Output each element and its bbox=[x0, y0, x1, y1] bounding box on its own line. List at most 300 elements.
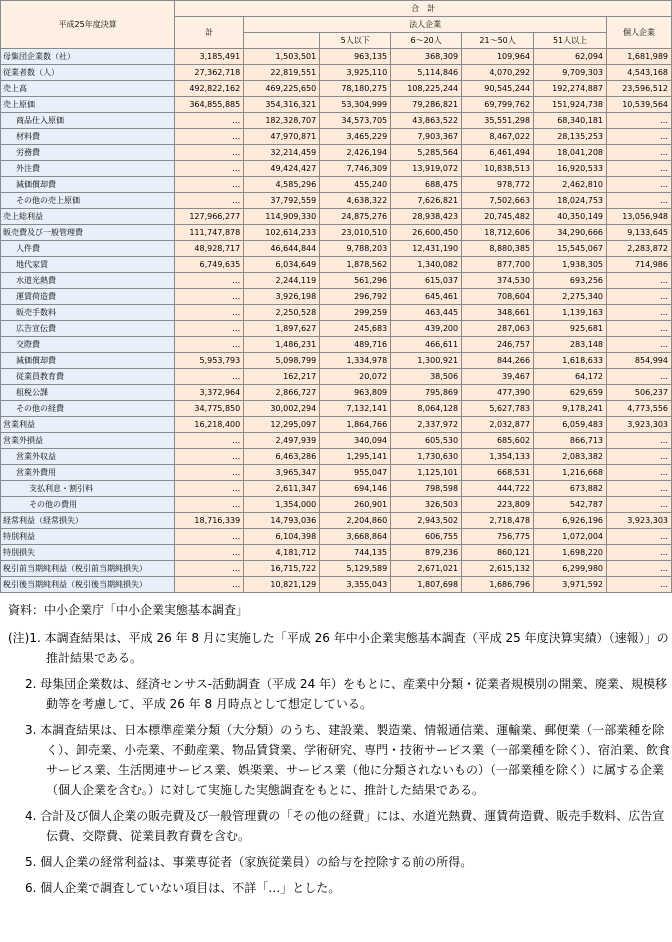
row-label-text: その他の売上原価 bbox=[16, 195, 80, 205]
cell-value: 192,274,887 bbox=[534, 81, 607, 97]
row-label-text: 特別損失 bbox=[3, 547, 35, 557]
cell-value: 629,659 bbox=[534, 385, 607, 401]
cell-value: 26,600,450 bbox=[391, 225, 462, 241]
cell-value: 5,129,589 bbox=[320, 561, 391, 577]
cell-value: 368,309 bbox=[391, 49, 462, 65]
table-row bbox=[1, 433, 672, 449]
row-label bbox=[1, 49, 175, 65]
cell-value: 109,964 bbox=[462, 49, 534, 65]
row-label-text: 売上原価 bbox=[3, 99, 35, 109]
group-header-total: 合 計 bbox=[175, 1, 672, 17]
col-total-header: 計 bbox=[175, 17, 244, 49]
cell-value: 68,340,181 bbox=[534, 113, 607, 129]
row-label-text: 減価償却費 bbox=[16, 355, 56, 365]
row-label bbox=[1, 161, 175, 177]
cell-value: 260,901 bbox=[320, 497, 391, 513]
row-label bbox=[1, 225, 175, 241]
cell-value: 955,047 bbox=[320, 465, 391, 481]
cell-value: 506,237 bbox=[607, 385, 672, 401]
cell-value: 364,855,885 bbox=[175, 97, 244, 113]
cell-value: 13,056,948 bbox=[607, 209, 672, 225]
cell-value: 673,882 bbox=[534, 481, 607, 497]
cell-value: 6,461,494 bbox=[462, 145, 534, 161]
cell-value: 2,866,727 bbox=[244, 385, 320, 401]
cell-value: 23,596,512 bbox=[607, 81, 672, 97]
cell-value: 1,864,766 bbox=[320, 417, 391, 433]
cell-value: 49,424,427 bbox=[244, 161, 320, 177]
cell-value: … bbox=[607, 465, 672, 481]
cell-value: 7,746,309 bbox=[320, 161, 391, 177]
cell-value: 1,125,101 bbox=[391, 465, 462, 481]
row-label bbox=[1, 113, 175, 129]
table-row bbox=[1, 385, 672, 401]
cell-value: 245,683 bbox=[320, 321, 391, 337]
cell-value: 7,903,367 bbox=[391, 129, 462, 145]
cell-value: 9,178,241 bbox=[534, 401, 607, 417]
cell-value: … bbox=[175, 289, 244, 305]
note-item: 3. 本調査結果は、日本標準産業分類（大分類）のうち、建設業、製造業、情報通信業、運輸業、郵便業（一部業種を除く）、卸売業、小売業、不動産業、物品賃貸業、学術研究、専門・技術サービス業（一部業種を除く）、宿泊業、飲食サービス業、生活関連サービス業、娯楽業、サービス業（他に分類されないもの）（一部業種を除く）に属する企業（個人企業を含む。）に対して実施した実態調査をもとに、推計した結果である。 bbox=[25, 723, 671, 797]
cell-value: 1,139,163 bbox=[534, 305, 607, 321]
cell-value: 542,787 bbox=[534, 497, 607, 513]
table-row bbox=[1, 177, 672, 193]
cell-value: 3,923,303 bbox=[607, 513, 672, 529]
cell-value: … bbox=[607, 337, 672, 353]
cell-value: 2,718,478 bbox=[462, 513, 534, 529]
cell-value: … bbox=[607, 305, 672, 321]
cell-value: 162,217 bbox=[244, 369, 320, 385]
cell-value: 4,585,296 bbox=[244, 177, 320, 193]
row-label-text: 従業者数（人） bbox=[3, 67, 59, 77]
cell-value: 223,809 bbox=[462, 497, 534, 513]
cell-value: 6,926,196 bbox=[534, 513, 607, 529]
cell-value: 18,716,339 bbox=[175, 513, 244, 529]
row-label-text: 販売手数料 bbox=[16, 307, 56, 317]
cell-value: 9,133,645 bbox=[607, 225, 672, 241]
cell-value: 13,919,072 bbox=[391, 161, 462, 177]
cell-value: 1,618,633 bbox=[534, 353, 607, 369]
cell-value: 877,700 bbox=[462, 257, 534, 273]
table-row bbox=[1, 369, 672, 385]
cell-value: 38,506 bbox=[391, 369, 462, 385]
row-label-text: 交際費 bbox=[16, 339, 40, 349]
cell-value: 469,225,650 bbox=[244, 81, 320, 97]
row-label-text: 売上高 bbox=[3, 83, 27, 93]
row-label bbox=[1, 65, 175, 81]
cell-value: 2,204,860 bbox=[320, 513, 391, 529]
row-label-text: 営業外損益 bbox=[3, 435, 43, 445]
row-label bbox=[1, 321, 175, 337]
cell-value: 963,809 bbox=[320, 385, 391, 401]
cell-value: 5,098,799 bbox=[244, 353, 320, 369]
cell-value: 69,799,762 bbox=[462, 97, 534, 113]
cell-value: 466,611 bbox=[391, 337, 462, 353]
cell-value: … bbox=[607, 577, 672, 593]
cell-value: 978,772 bbox=[462, 177, 534, 193]
cell-value: … bbox=[175, 481, 244, 497]
cell-value: 3,926,198 bbox=[244, 289, 320, 305]
cell-value: 16,715,722 bbox=[244, 561, 320, 577]
cell-value: 16,218,400 bbox=[175, 417, 244, 433]
cell-value: 2,611,347 bbox=[244, 481, 320, 497]
row-label bbox=[1, 465, 175, 481]
cell-value: 879,236 bbox=[391, 545, 462, 561]
cell-value: 3,668,864 bbox=[320, 529, 391, 545]
row-label bbox=[1, 337, 175, 353]
row-label-text: 特別利益 bbox=[3, 531, 35, 541]
cell-value: 12,295,097 bbox=[244, 417, 320, 433]
row-label-text: 支払利息・割引料 bbox=[29, 483, 93, 493]
table-corner-label: 平成25年度決算 bbox=[1, 1, 175, 49]
cell-value: 2,671,021 bbox=[391, 561, 462, 577]
col-size-header: 51人以上 bbox=[534, 33, 607, 49]
cell-value: 693,256 bbox=[534, 273, 607, 289]
row-label-text: 売上総利益 bbox=[3, 211, 43, 221]
cell-value: 744,135 bbox=[320, 545, 391, 561]
table-row bbox=[1, 417, 672, 433]
cell-value: 1,503,501 bbox=[244, 49, 320, 65]
cell-value: 3,971,592 bbox=[534, 577, 607, 593]
col-size-header: 21〜50人 bbox=[462, 33, 534, 49]
cell-value: 477,390 bbox=[462, 385, 534, 401]
cell-value: 79,286,821 bbox=[391, 97, 462, 113]
cell-value: 22,819,551 bbox=[244, 65, 320, 81]
cell-value: 2,244,119 bbox=[244, 273, 320, 289]
row-label-text: 営業利益 bbox=[3, 419, 35, 429]
cell-value: 2,615,132 bbox=[462, 561, 534, 577]
row-label bbox=[1, 305, 175, 321]
row-label-text: 材料費 bbox=[16, 131, 40, 141]
table-row bbox=[1, 545, 672, 561]
cell-value: 854,994 bbox=[607, 353, 672, 369]
row-label bbox=[1, 177, 175, 193]
table-row bbox=[1, 513, 672, 529]
cell-value: … bbox=[175, 337, 244, 353]
cell-value: 6,059,483 bbox=[534, 417, 607, 433]
cell-value: 6,463,286 bbox=[244, 449, 320, 465]
table-row bbox=[1, 145, 672, 161]
row-label-text: 外注費 bbox=[16, 163, 40, 173]
cell-value: 20,072 bbox=[320, 369, 391, 385]
cell-value: 12,431,190 bbox=[391, 241, 462, 257]
table-row bbox=[1, 193, 672, 209]
cell-value: 615,037 bbox=[391, 273, 462, 289]
cell-value: 1,334,978 bbox=[320, 353, 391, 369]
cell-value: 1,216,668 bbox=[534, 465, 607, 481]
cell-value: 182,328,707 bbox=[244, 113, 320, 129]
table-row bbox=[1, 257, 672, 273]
cell-value: 1,686,796 bbox=[462, 577, 534, 593]
cell-value: 1,730,630 bbox=[391, 449, 462, 465]
row-label-text: 母集団企業数（社） bbox=[3, 51, 75, 61]
cell-value: 3,185,491 bbox=[175, 49, 244, 65]
cell-value: 78,180,275 bbox=[320, 81, 391, 97]
cell-value: 5,953,793 bbox=[175, 353, 244, 369]
cell-value: 645,461 bbox=[391, 289, 462, 305]
cell-value: 9,709,303 bbox=[534, 65, 607, 81]
cell-value: 37,792,559 bbox=[244, 193, 320, 209]
cell-value: 47,970,871 bbox=[244, 129, 320, 145]
cell-value: … bbox=[175, 161, 244, 177]
row-label bbox=[1, 545, 175, 561]
cell-value: 685,602 bbox=[462, 433, 534, 449]
cell-value: 7,626,821 bbox=[391, 193, 462, 209]
cell-value: 8,064,128 bbox=[391, 401, 462, 417]
cell-value: 16,920,533 bbox=[534, 161, 607, 177]
cell-value: 246,757 bbox=[462, 337, 534, 353]
note-item: 6. 個人企業で調査していない項目は、不詳「…」とした。 bbox=[25, 881, 341, 895]
cell-value: 463,445 bbox=[391, 305, 462, 321]
cell-value: … bbox=[607, 481, 672, 497]
cell-value: 34,573,705 bbox=[320, 113, 391, 129]
cell-value: … bbox=[175, 577, 244, 593]
row-label-text: その他の費用 bbox=[29, 499, 77, 509]
cell-value: … bbox=[607, 177, 672, 193]
cell-value: … bbox=[175, 321, 244, 337]
cell-value: 43,863,522 bbox=[391, 113, 462, 129]
cell-value: … bbox=[607, 145, 672, 161]
cell-value: … bbox=[607, 369, 672, 385]
table-row bbox=[1, 289, 672, 305]
cell-value: 6,104,398 bbox=[244, 529, 320, 545]
row-label-text: 商品仕入原価 bbox=[16, 115, 64, 125]
table-row bbox=[1, 241, 672, 257]
row-label bbox=[1, 369, 175, 385]
row-label bbox=[1, 193, 175, 209]
row-label-text: 租税公課 bbox=[16, 387, 48, 397]
cell-value: 10,539,564 bbox=[607, 97, 672, 113]
cell-value: … bbox=[607, 289, 672, 305]
cell-value: 7,502,663 bbox=[462, 193, 534, 209]
cell-value: 8,880,385 bbox=[462, 241, 534, 257]
cell-value: 1,354,000 bbox=[244, 497, 320, 513]
row-label-text: 人件費 bbox=[16, 243, 40, 253]
cell-value: 28,135,253 bbox=[534, 129, 607, 145]
cell-value: 795,869 bbox=[391, 385, 462, 401]
row-label-text: 営業外費用 bbox=[16, 467, 56, 477]
cell-value: 8,467,022 bbox=[462, 129, 534, 145]
cell-value: 605,530 bbox=[391, 433, 462, 449]
row-label-text: 営業外収益 bbox=[16, 451, 56, 461]
cell-value: 108,225,244 bbox=[391, 81, 462, 97]
cell-value: 688,475 bbox=[391, 177, 462, 193]
cell-value: 6,749,635 bbox=[175, 257, 244, 273]
cell-value: 1,300,921 bbox=[391, 353, 462, 369]
cell-value: 374,530 bbox=[462, 273, 534, 289]
cell-value: 925,681 bbox=[534, 321, 607, 337]
row-label-text: 減価償却費 bbox=[16, 179, 56, 189]
table-row bbox=[1, 353, 672, 369]
cell-value: 1,486,231 bbox=[244, 337, 320, 353]
cell-value: 844,266 bbox=[462, 353, 534, 369]
table-row bbox=[1, 49, 672, 65]
cell-value: 489,716 bbox=[320, 337, 391, 353]
cell-value: 3,965,347 bbox=[244, 465, 320, 481]
row-label bbox=[1, 497, 175, 513]
cell-value: … bbox=[175, 561, 244, 577]
cell-value: 114,909,330 bbox=[244, 209, 320, 225]
row-label bbox=[1, 417, 175, 433]
table-row bbox=[1, 129, 672, 145]
table-row bbox=[1, 305, 672, 321]
note-item: (注)1. 本調査結果は、平成 26 年 8 月に実施した「平成 26 年中小企業実態基本調査（平成 25 年度決算実績）（速報）」の推計結果である。 bbox=[8, 631, 669, 665]
table-row bbox=[1, 529, 672, 545]
cell-value: 2,497,939 bbox=[244, 433, 320, 449]
cell-value: … bbox=[607, 433, 672, 449]
cell-value: 439,200 bbox=[391, 321, 462, 337]
cell-value: … bbox=[607, 321, 672, 337]
cell-value: 866,713 bbox=[534, 433, 607, 449]
cell-value: 30,002,294 bbox=[244, 401, 320, 417]
cell-value: 1,938,305 bbox=[534, 257, 607, 273]
cell-value: 4,181,712 bbox=[244, 545, 320, 561]
cell-value: 2,462,810 bbox=[534, 177, 607, 193]
row-label bbox=[1, 81, 175, 97]
cell-value: 6,299,980 bbox=[534, 561, 607, 577]
cell-value: 756,775 bbox=[462, 529, 534, 545]
row-label-text: その他の経費 bbox=[16, 403, 64, 413]
row-label bbox=[1, 241, 175, 257]
cell-value: 492,822,162 bbox=[175, 81, 244, 97]
cell-value: … bbox=[607, 497, 672, 513]
notes-section bbox=[0, 600, 672, 904]
cell-value: 1,878,562 bbox=[320, 257, 391, 273]
cell-value: 4,070,292 bbox=[462, 65, 534, 81]
cell-value: 694,146 bbox=[320, 481, 391, 497]
cell-value: 1,897,627 bbox=[244, 321, 320, 337]
cell-value: 23,010,510 bbox=[320, 225, 391, 241]
cell-value: 34,775,850 bbox=[175, 401, 244, 417]
cell-value: 20,745,482 bbox=[462, 209, 534, 225]
cell-value: 4,773,556 bbox=[607, 401, 672, 417]
cell-value: … bbox=[175, 433, 244, 449]
cell-value: 1,698,220 bbox=[534, 545, 607, 561]
cell-value: 53,304,999 bbox=[320, 97, 391, 113]
cell-value: 299,259 bbox=[320, 305, 391, 321]
table-row bbox=[1, 113, 672, 129]
cell-value: 561,296 bbox=[320, 273, 391, 289]
table-row bbox=[1, 65, 672, 81]
col-size-header bbox=[244, 33, 320, 49]
cell-value: … bbox=[175, 529, 244, 545]
cell-value: 62,094 bbox=[534, 49, 607, 65]
cell-value: … bbox=[175, 129, 244, 145]
row-label bbox=[1, 145, 175, 161]
cell-value: 1,295,141 bbox=[320, 449, 391, 465]
cell-value: … bbox=[607, 129, 672, 145]
cell-value: 860,121 bbox=[462, 545, 534, 561]
row-label-text: 地代家賃 bbox=[16, 259, 48, 269]
row-label-text: 広告宣伝費 bbox=[16, 323, 56, 333]
row-label bbox=[1, 481, 175, 497]
cell-value: … bbox=[175, 113, 244, 129]
cell-value: 9,788,203 bbox=[320, 241, 391, 257]
cell-value: 5,285,564 bbox=[391, 145, 462, 161]
cell-value: 455,240 bbox=[320, 177, 391, 193]
cell-value: 1,681,989 bbox=[607, 49, 672, 65]
row-label-text: 経常利益（経常損失） bbox=[3, 515, 83, 525]
cell-value: 2,032,877 bbox=[462, 417, 534, 433]
cell-value: 287,063 bbox=[462, 321, 534, 337]
cell-value: 39,467 bbox=[462, 369, 534, 385]
cell-value: … bbox=[175, 449, 244, 465]
cell-value: 3,923,303 bbox=[607, 417, 672, 433]
cell-value: … bbox=[607, 449, 672, 465]
cell-value: 296,792 bbox=[320, 289, 391, 305]
row-label bbox=[1, 577, 175, 593]
cell-value: 606,755 bbox=[391, 529, 462, 545]
table-row bbox=[1, 225, 672, 241]
cell-value: … bbox=[175, 273, 244, 289]
cell-value: 48,928,717 bbox=[175, 241, 244, 257]
row-label bbox=[1, 97, 175, 113]
cell-value: 2,283,872 bbox=[607, 241, 672, 257]
cell-value: 15,545,067 bbox=[534, 241, 607, 257]
cell-value: … bbox=[607, 273, 672, 289]
cell-value: 798,598 bbox=[391, 481, 462, 497]
cell-value: 4,638,322 bbox=[320, 193, 391, 209]
table-row bbox=[1, 97, 672, 113]
cell-value: 102,614,233 bbox=[244, 225, 320, 241]
cell-value: 14,793,036 bbox=[244, 513, 320, 529]
cell-value: 354,316,321 bbox=[244, 97, 320, 113]
cell-value: 18,041,208 bbox=[534, 145, 607, 161]
row-label bbox=[1, 433, 175, 449]
row-label-text: 税引後当期純利益（税引後当期純損失） bbox=[3, 579, 147, 589]
cell-value: 10,821,129 bbox=[244, 577, 320, 593]
row-label bbox=[1, 513, 175, 529]
cell-value: … bbox=[607, 545, 672, 561]
cell-value: 24,875,276 bbox=[320, 209, 391, 225]
cell-value: 18,024,753 bbox=[534, 193, 607, 209]
cell-value: … bbox=[175, 177, 244, 193]
row-label-text: 販売費及び一般管理費 bbox=[3, 227, 83, 237]
cell-value: 1,354,133 bbox=[462, 449, 534, 465]
row-label bbox=[1, 561, 175, 577]
cell-value: 5,627,783 bbox=[462, 401, 534, 417]
table-row bbox=[1, 321, 672, 337]
cell-value: 2,337,972 bbox=[391, 417, 462, 433]
cell-value: 963,135 bbox=[320, 49, 391, 65]
row-label bbox=[1, 385, 175, 401]
cell-value: 40,350,149 bbox=[534, 209, 607, 225]
cell-value: 2,083,382 bbox=[534, 449, 607, 465]
cell-value: 111,747,878 bbox=[175, 225, 244, 241]
cell-value: 10,838,513 bbox=[462, 161, 534, 177]
cell-value: 3,925,110 bbox=[320, 65, 391, 81]
cell-value: 2,943,502 bbox=[391, 513, 462, 529]
cell-value: 3,372,964 bbox=[175, 385, 244, 401]
cell-value: 326,503 bbox=[391, 497, 462, 513]
cell-value: 35,551,298 bbox=[462, 113, 534, 129]
cell-value: 64,172 bbox=[534, 369, 607, 385]
cell-value: … bbox=[607, 193, 672, 209]
cell-value: 340,094 bbox=[320, 433, 391, 449]
row-label bbox=[1, 401, 175, 417]
cell-value: 714,986 bbox=[607, 257, 672, 273]
table-row bbox=[1, 465, 672, 481]
cell-value: … bbox=[607, 161, 672, 177]
cell-value: 3,355,043 bbox=[320, 577, 391, 593]
cell-value: 668,531 bbox=[462, 465, 534, 481]
cell-value: 444,722 bbox=[462, 481, 534, 497]
cell-value: … bbox=[175, 305, 244, 321]
cell-value: 7,132,141 bbox=[320, 401, 391, 417]
cell-value: … bbox=[175, 497, 244, 513]
table-row bbox=[1, 81, 672, 97]
cell-value: 127,966,277 bbox=[175, 209, 244, 225]
cell-value: … bbox=[175, 465, 244, 481]
cell-value: … bbox=[175, 145, 244, 161]
